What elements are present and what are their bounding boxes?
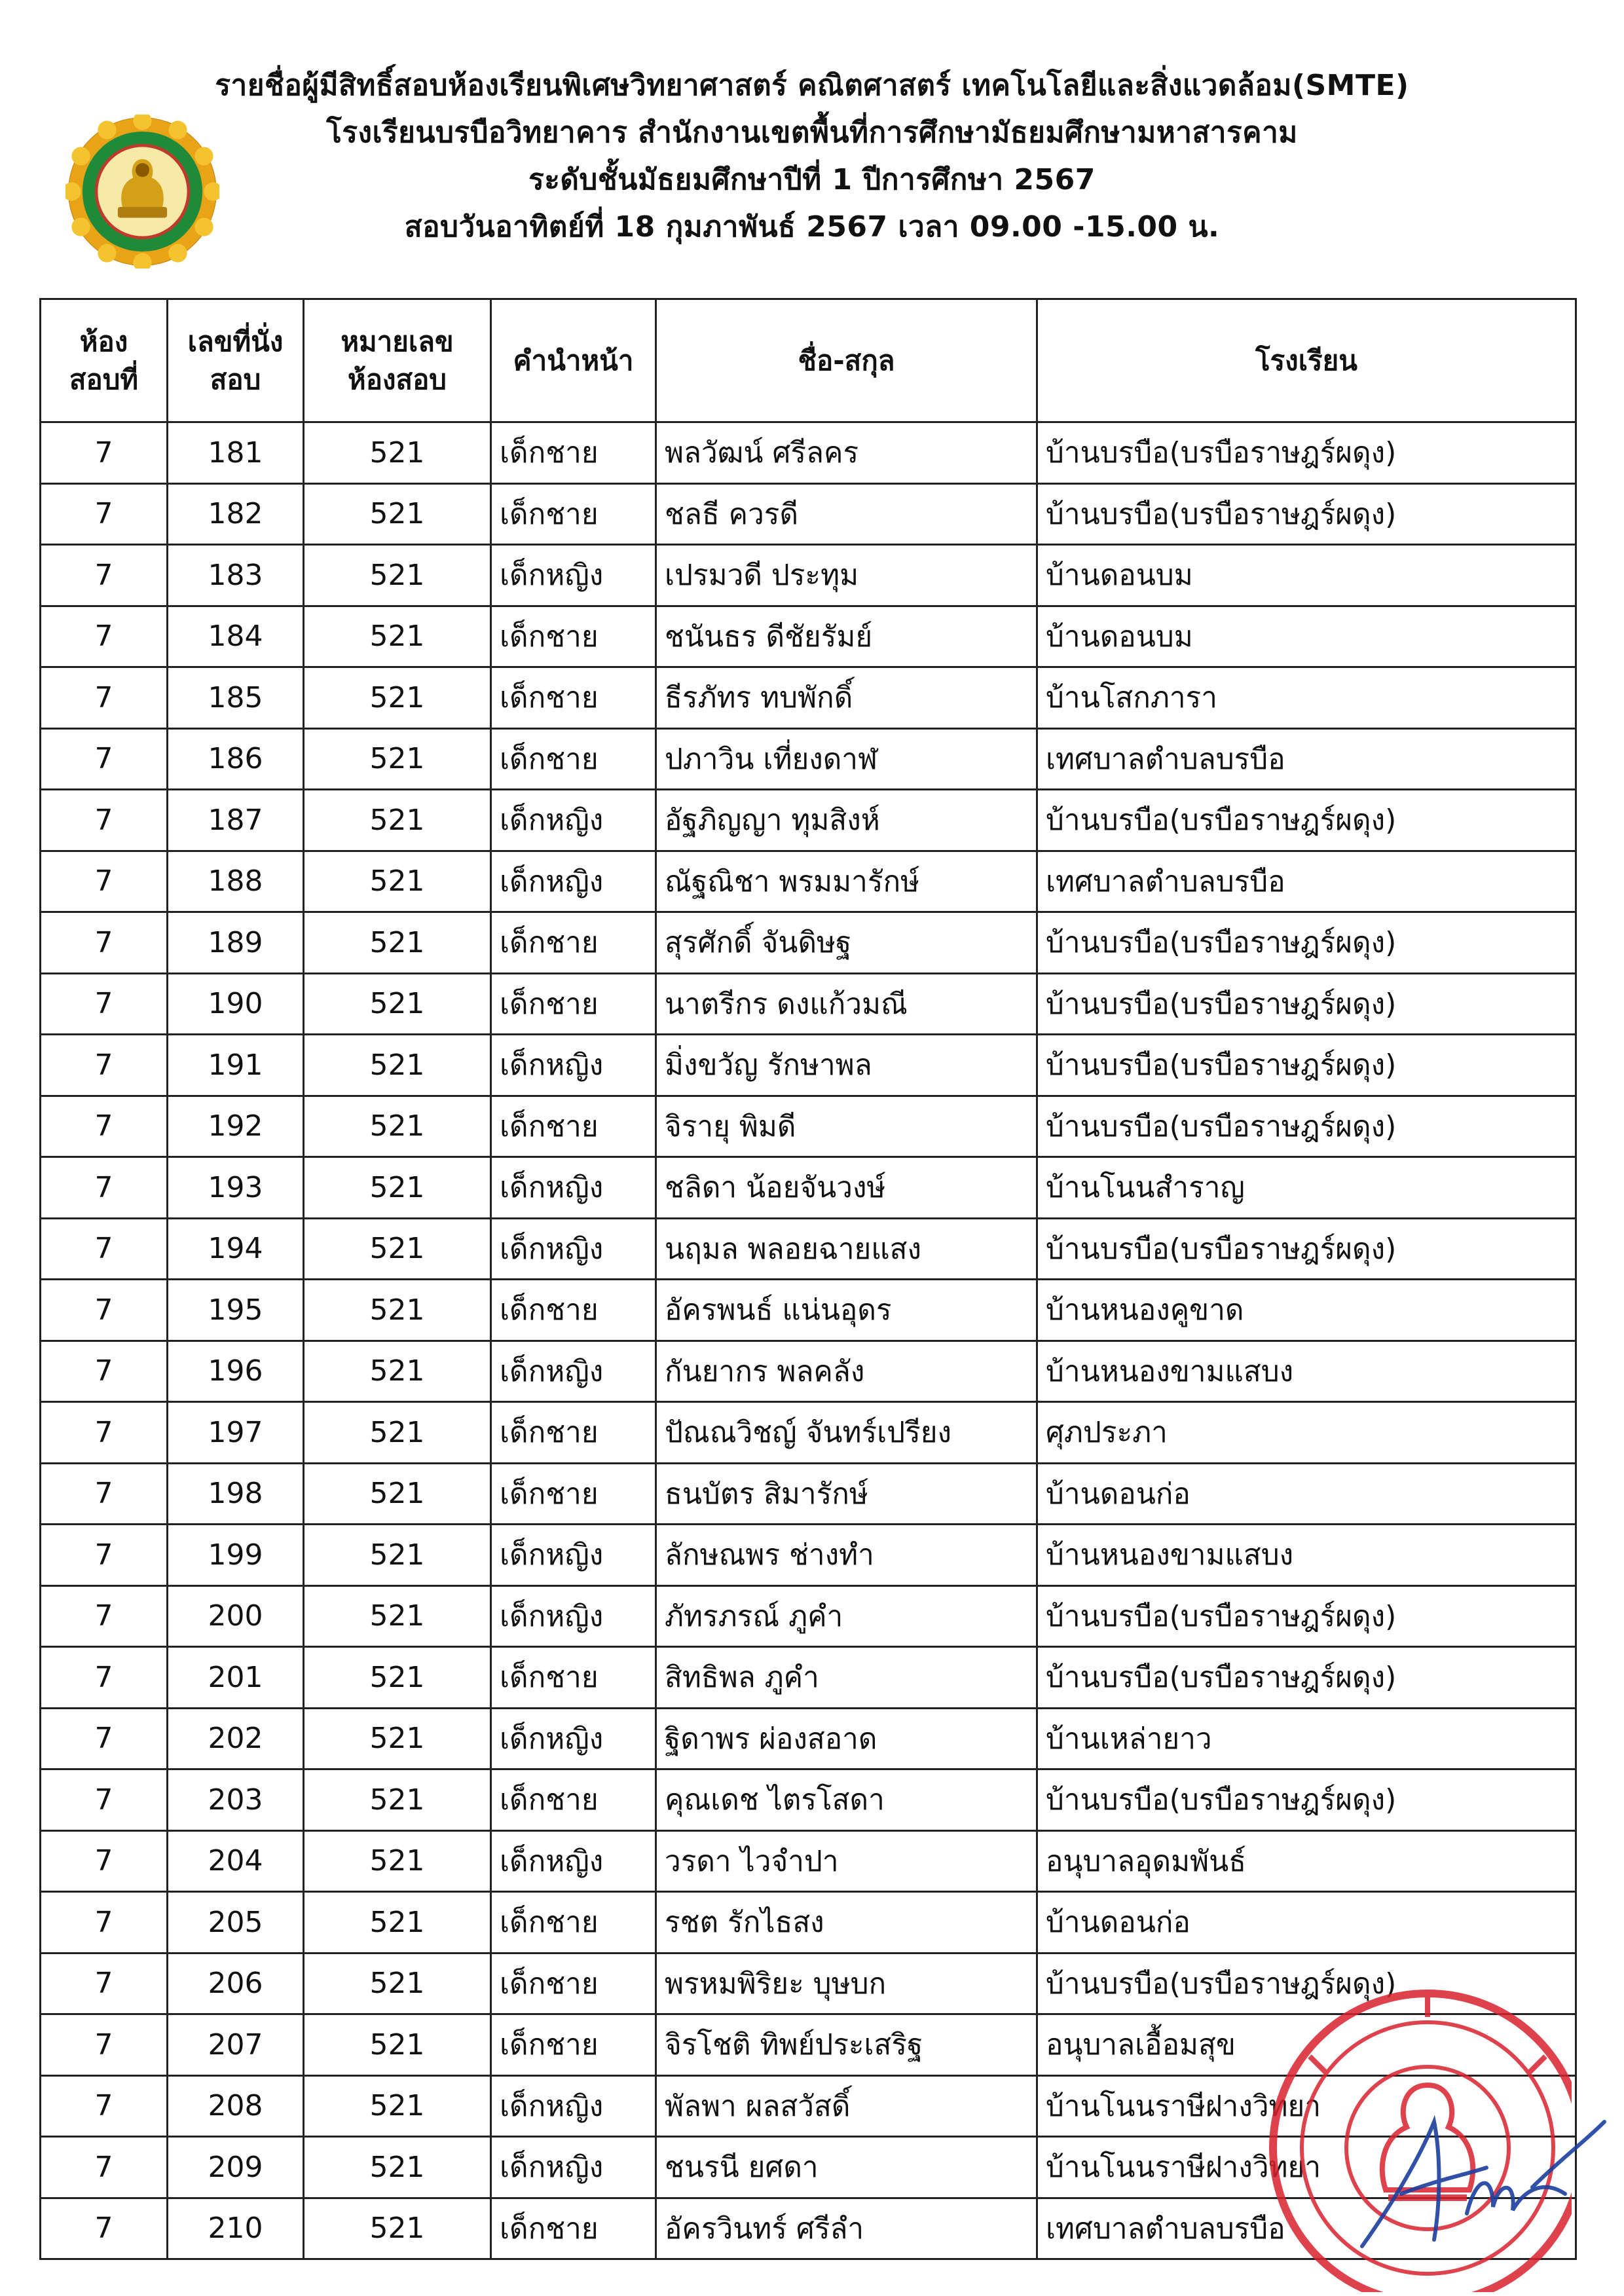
header-name: ชื่อ-สกุล — [656, 299, 1037, 422]
room-cell: 7 — [41, 1096, 168, 1157]
school-cell: บ้านโสกภารา — [1037, 667, 1576, 729]
table-row — [41, 1218, 1576, 1280]
name-cell: เปรมวดี ประทุม — [656, 545, 1037, 606]
prefix-cell: เด็กหญิง — [491, 1035, 656, 1096]
school-cell: บ้านดอนบม — [1037, 606, 1576, 667]
school-cell: บ้านเหล่ายาว — [1037, 1708, 1576, 1769]
name-cell: พรหมพิริยะ บุษบก — [656, 1953, 1037, 2014]
room-cell: 7 — [41, 1341, 168, 1402]
seat-cell: 195 — [168, 1280, 304, 1341]
table-row — [41, 545, 1576, 606]
prefix-cell: เด็กหญิง — [491, 1585, 656, 1647]
room-cell: 7 — [41, 1280, 168, 1341]
roomno-cell: 521 — [304, 912, 491, 974]
name-cell: ลักษณพร ช่างทำ — [656, 1525, 1037, 1586]
roomno-cell: 521 — [304, 790, 491, 851]
seat-cell: 205 — [168, 1892, 304, 1953]
table-row — [41, 606, 1576, 667]
seat-cell: 196 — [168, 1341, 304, 1402]
roomno-cell: 521 — [304, 1035, 491, 1096]
table-row — [41, 1525, 1576, 1586]
school-cell: บ้านบรบือ(บรบือราษฎร์ผดุง) — [1037, 1647, 1576, 1709]
name-cell: ภัทรภรณ์ ภูคำ — [656, 1585, 1037, 1647]
roomno-cell: 521 — [304, 1953, 491, 2014]
name-cell: ชลิดา น้อยจันวงษ์ — [656, 1157, 1037, 1219]
header-room — [41, 299, 168, 422]
document-header — [0, 62, 1624, 251]
school-cell: บ้านบรบือ(บรบือราษฎร์ผดุง) — [1037, 1585, 1576, 1647]
seat-cell: 201 — [168, 1647, 304, 1709]
seat-cell: 188 — [168, 851, 304, 912]
seat-cell: 200 — [168, 1585, 304, 1647]
room-cell: 7 — [41, 606, 168, 667]
table-row — [41, 1708, 1576, 1769]
seat-cell: 206 — [168, 1953, 304, 2014]
name-cell: อัฐภิญญา ทุมสิงห์ — [656, 790, 1037, 851]
room-cell: 7 — [41, 1525, 168, 1586]
prefix-cell: เด็กชาย — [491, 1953, 656, 2014]
roomno-cell: 521 — [304, 2198, 491, 2259]
name-cell: ธนบัตร สิมารักษ์ — [656, 1463, 1037, 1525]
room-cell: 7 — [41, 2137, 168, 2198]
seat-cell: 209 — [168, 2137, 304, 2198]
name-cell: มิ่งขวัญ รักษาพล — [656, 1035, 1037, 1096]
name-cell: จิรายุ พิมดี — [656, 1096, 1037, 1157]
room-cell: 7 — [41, 851, 168, 912]
school-cell: บ้านบรบือ(บรบือราษฎร์ผดุง) — [1037, 973, 1576, 1035]
name-cell: นาตรีกร ดงแก้วมณี — [656, 973, 1037, 1035]
roomno-cell: 521 — [304, 667, 491, 729]
header-seat-line2: สอบ — [210, 363, 261, 396]
room-cell: 7 — [41, 1953, 168, 2014]
roomno-cell: 521 — [304, 1280, 491, 1341]
school-cell: บ้านดอนก่อ — [1037, 1892, 1576, 1953]
room-cell: 7 — [41, 1218, 168, 1280]
name-cell: ปภาวิน เที่ยงดาฬ — [656, 728, 1037, 790]
table-row — [41, 667, 1576, 729]
room-cell: 7 — [41, 973, 168, 1035]
room-cell: 7 — [41, 667, 168, 729]
room-cell: 7 — [41, 1035, 168, 1096]
roomno-cell: 521 — [304, 1218, 491, 1280]
school-cell: บ้านโนนสำราญ — [1037, 1157, 1576, 1219]
school-cell: บ้านโนนราษีฝางวิทยา — [1037, 2137, 1576, 2198]
name-cell: ธีรภัทร ทบพักดิ์ — [656, 667, 1037, 729]
title-line-3: ระดับชั้นมัธยมศึกษาปีที่ 1 ปีการศึกษา 2567 — [528, 163, 1096, 196]
room-cell: 7 — [41, 1157, 168, 1219]
table-header-row — [41, 299, 1576, 422]
table-row — [41, 912, 1576, 974]
table-row — [41, 1280, 1576, 1341]
header-roomno-line2: ห้องสอบ — [348, 363, 447, 396]
prefix-cell: เด็กชาย — [491, 1096, 656, 1157]
school-cell: บ้านโนนราษีฝางวิทยา — [1037, 2075, 1576, 2137]
table-row — [41, 790, 1576, 851]
school-cell: บ้านบรบือ(บรบือราษฎร์ผดุง) — [1037, 1096, 1576, 1157]
name-cell: พัลพา ผลสวัสดิ์ — [656, 2075, 1037, 2137]
room-cell: 7 — [41, 728, 168, 790]
header-room-line1: ห้อง — [79, 325, 128, 358]
prefix-cell: เด็กชาย — [491, 1463, 656, 1525]
roomno-cell: 521 — [304, 1647, 491, 1709]
header-roomno-line1: หมายเลข — [341, 325, 454, 358]
prefix-cell: เด็กชาย — [491, 1280, 656, 1341]
roomno-cell: 521 — [304, 1096, 491, 1157]
room-cell: 7 — [41, 912, 168, 974]
prefix-cell: เด็กชาย — [491, 422, 656, 484]
table-row — [41, 2137, 1576, 2198]
seat-cell: 207 — [168, 2014, 304, 2076]
room-cell: 7 — [41, 1769, 168, 1831]
table-row — [41, 2014, 1576, 2076]
school-cell: อนุบาลอุดมพันธ์ — [1037, 1830, 1576, 1892]
prefix-cell: เด็กชาย — [491, 1892, 656, 1953]
table-row — [41, 422, 1576, 484]
seat-cell: 185 — [168, 667, 304, 729]
name-cell: ปัณณวิชญ์ จันทร์เปรียง — [656, 1402, 1037, 1464]
school-cell: บ้านบรบือ(บรบือราษฎร์ผดุง) — [1037, 1035, 1576, 1096]
seat-cell: 203 — [168, 1769, 304, 1831]
table-row — [41, 2075, 1576, 2137]
table-row — [41, 851, 1576, 912]
table-row — [41, 483, 1576, 545]
school-cell: บ้านดอนบม — [1037, 545, 1576, 606]
room-cell: 7 — [41, 1585, 168, 1647]
prefix-cell: เด็กชาย — [491, 912, 656, 974]
prefix-cell: เด็กหญิง — [491, 2075, 656, 2137]
room-cell: 7 — [41, 1892, 168, 1953]
prefix-cell: เด็กชาย — [491, 1647, 656, 1709]
roomno-cell: 521 — [304, 1892, 491, 1953]
seat-cell: 204 — [168, 1830, 304, 1892]
seat-cell: 183 — [168, 545, 304, 606]
name-cell: สุรศักดิ์ จันดิษฐ — [656, 912, 1037, 974]
prefix-cell: เด็กหญิง — [491, 545, 656, 606]
name-cell: คุณเดช ไตรโสดา — [656, 1769, 1037, 1831]
seat-cell: 187 — [168, 790, 304, 851]
school-cell: บ้านบรบือ(บรบือราษฎร์ผดุง) — [1037, 422, 1576, 484]
school-cell: บ้านดอนก่อ — [1037, 1463, 1576, 1525]
roomno-cell: 521 — [304, 1525, 491, 1586]
room-cell: 7 — [41, 2014, 168, 2076]
prefix-cell: เด็กหญิง — [491, 1341, 656, 1402]
school-cell: เทศบาลตำบลบรบือ — [1037, 2198, 1576, 2259]
table-row — [41, 2198, 1576, 2259]
roomno-cell: 521 — [304, 1341, 491, 1402]
room-cell: 7 — [41, 2198, 168, 2259]
roomno-cell: 521 — [304, 1585, 491, 1647]
header-seat — [168, 299, 304, 422]
school-cell: อนุบาลเอื้อมสุข — [1037, 2014, 1576, 2076]
table-row — [41, 1035, 1576, 1096]
roomno-cell: 521 — [304, 1708, 491, 1769]
room-cell: 7 — [41, 2075, 168, 2137]
table-row — [41, 728, 1576, 790]
header-seat-line1: เลขที่นั่ง — [187, 325, 284, 358]
school-cell: บ้านบรบือ(บรบือราษฎร์ผดุง) — [1037, 1218, 1576, 1280]
table-row — [41, 1585, 1576, 1647]
name-cell: ชนรนี ยศดา — [656, 2137, 1037, 2198]
table-row — [41, 973, 1576, 1035]
prefix-cell: เด็กหญิง — [491, 851, 656, 912]
prefix-cell: เด็กชาย — [491, 1769, 656, 1831]
roomno-cell: 521 — [304, 973, 491, 1035]
roomno-cell: 521 — [304, 2137, 491, 2198]
seat-cell: 208 — [168, 2075, 304, 2137]
seat-cell: 193 — [168, 1157, 304, 1219]
prefix-cell: เด็กชาย — [491, 667, 656, 729]
title-line-1: รายชื่อผู้มีสิทธิ์สอบห้องเรียนพิเศษวิทยาศาสตร์ คณิตศาสตร์ เทคโนโลยีและสิ่งแวดล้อม(SMTE) — [215, 69, 1409, 102]
prefix-cell: เด็กชาย — [491, 2198, 656, 2259]
name-cell: กันยากร พลคลัง — [656, 1341, 1037, 1402]
prefix-cell: เด็กชาย — [491, 1402, 656, 1464]
school-cell: บ้านหนองขามแสบง — [1037, 1341, 1576, 1402]
room-cell: 7 — [41, 1830, 168, 1892]
school-cell: บ้านบรบือ(บรบือราษฎร์ผดุง) — [1037, 912, 1576, 974]
school-cell: บ้านบรบือ(บรบือราษฎร์ผดุง) — [1037, 1769, 1576, 1831]
seat-cell: 210 — [168, 2198, 304, 2259]
table-row — [41, 1830, 1576, 1892]
title-line-2: โรงเรียนบรบือวิทยาคาร สำนักงานเขตพื้นที่การศึกษามัธยมศึกษามหาสารคาม — [326, 116, 1298, 149]
seat-cell: 182 — [168, 483, 304, 545]
seat-cell: 181 — [168, 422, 304, 484]
prefix-cell: เด็กหญิง — [491, 1157, 656, 1219]
prefix-cell: เด็กชาย — [491, 2014, 656, 2076]
prefix-cell: เด็กหญิง — [491, 2137, 656, 2198]
prefix-cell: เด็กหญิง — [491, 790, 656, 851]
roomno-cell: 521 — [304, 1157, 491, 1219]
room-cell: 7 — [41, 545, 168, 606]
name-cell: อัครวินทร์ ศรีลำ — [656, 2198, 1037, 2259]
roomno-cell: 521 — [304, 1463, 491, 1525]
seat-cell: 202 — [168, 1708, 304, 1769]
name-cell: รชต รักไธสง — [656, 1892, 1037, 1953]
table-row — [41, 1892, 1576, 1953]
prefix-cell: เด็กหญิง — [491, 1218, 656, 1280]
room-cell: 7 — [41, 1708, 168, 1769]
roomno-cell: 521 — [304, 606, 491, 667]
roomno-cell: 521 — [304, 2075, 491, 2137]
seat-cell: 197 — [168, 1402, 304, 1464]
header-roomno — [304, 299, 491, 422]
name-cell: ฐิดาพร ผ่องสอาด — [656, 1708, 1037, 1769]
header-room-line2: สอบที่ — [69, 363, 139, 396]
seat-cell: 192 — [168, 1096, 304, 1157]
roomno-cell: 521 — [304, 545, 491, 606]
roomno-cell: 521 — [304, 851, 491, 912]
name-cell: นฤมล พลอยฉายแสง — [656, 1218, 1037, 1280]
school-cell: เทศบาลตำบลบรบือ — [1037, 851, 1576, 912]
table-row — [41, 1402, 1576, 1464]
school-cell: บ้านหนองขามแสบง — [1037, 1525, 1576, 1586]
room-cell: 7 — [41, 483, 168, 545]
school-cell: บ้านหนองคูขาด — [1037, 1280, 1576, 1341]
roomno-cell: 521 — [304, 1830, 491, 1892]
prefix-cell: เด็กชาย — [491, 483, 656, 545]
seat-cell: 184 — [168, 606, 304, 667]
seat-cell: 199 — [168, 1525, 304, 1586]
prefix-cell: เด็กหญิง — [491, 1525, 656, 1586]
school-cell: บ้านบรบือ(บรบือราษฎร์ผดุง) — [1037, 483, 1576, 545]
seat-cell: 194 — [168, 1218, 304, 1280]
prefix-cell: เด็กชาย — [491, 728, 656, 790]
seat-cell: 190 — [168, 973, 304, 1035]
table-row — [41, 1157, 1576, 1219]
roomno-cell: 521 — [304, 422, 491, 484]
prefix-cell: เด็กชาย — [491, 973, 656, 1035]
room-cell: 7 — [41, 1402, 168, 1464]
name-cell: สิทธิพล ภูคำ — [656, 1647, 1037, 1709]
school-cell: เทศบาลตำบลบรบือ — [1037, 728, 1576, 790]
candidate-table — [39, 298, 1577, 2260]
seat-cell: 186 — [168, 728, 304, 790]
roomno-cell: 521 — [304, 728, 491, 790]
name-cell: อัครพนธ์ แน่นอุดร — [656, 1280, 1037, 1341]
roomno-cell: 521 — [304, 2014, 491, 2076]
school-cell: ศุภประภา — [1037, 1402, 1576, 1464]
name-cell: ชนันธร ดีชัยรัมย์ — [656, 606, 1037, 667]
prefix-cell: เด็กหญิง — [491, 1830, 656, 1892]
school-cell: บ้านบรบือ(บรบือราษฎร์ผดุง) — [1037, 1953, 1576, 2014]
name-cell: วรดา ไวจำปา — [656, 1830, 1037, 1892]
room-cell: 7 — [41, 790, 168, 851]
table-row — [41, 1463, 1576, 1525]
prefix-cell: เด็กชาย — [491, 606, 656, 667]
table-row — [41, 1341, 1576, 1402]
seat-cell: 189 — [168, 912, 304, 974]
header-school: โรงเรียน — [1037, 299, 1576, 422]
table-row — [41, 1769, 1576, 1831]
table-row — [41, 1096, 1576, 1157]
room-cell: 7 — [41, 1647, 168, 1709]
table-row — [41, 1953, 1576, 2014]
room-cell: 7 — [41, 422, 168, 484]
seat-cell: 191 — [168, 1035, 304, 1096]
name-cell: ชลธี ควรดี — [656, 483, 1037, 545]
roomno-cell: 521 — [304, 1402, 491, 1464]
name-cell: พลวัฒน์ ศรีลคร — [656, 422, 1037, 484]
school-cell: บ้านบรบือ(บรบือราษฎร์ผดุง) — [1037, 790, 1576, 851]
name-cell: ณัฐณิชา พรมมารักษ์ — [656, 851, 1037, 912]
table-row — [41, 1647, 1576, 1709]
roomno-cell: 521 — [304, 1769, 491, 1831]
room-cell: 7 — [41, 1463, 168, 1525]
header-prefix: คำนำหน้า — [491, 299, 656, 422]
roomno-cell: 521 — [304, 483, 491, 545]
prefix-cell: เด็กหญิง — [491, 1708, 656, 1769]
title-line-4: สอบวันอาทิตย์ที่ 18 กุมภาพันธ์ 2567 เวลา 09.00 -15.00 น. — [404, 210, 1220, 244]
name-cell: จิรโชติ ทิพย์ประเสริฐ — [656, 2014, 1037, 2076]
seat-cell: 198 — [168, 1463, 304, 1525]
